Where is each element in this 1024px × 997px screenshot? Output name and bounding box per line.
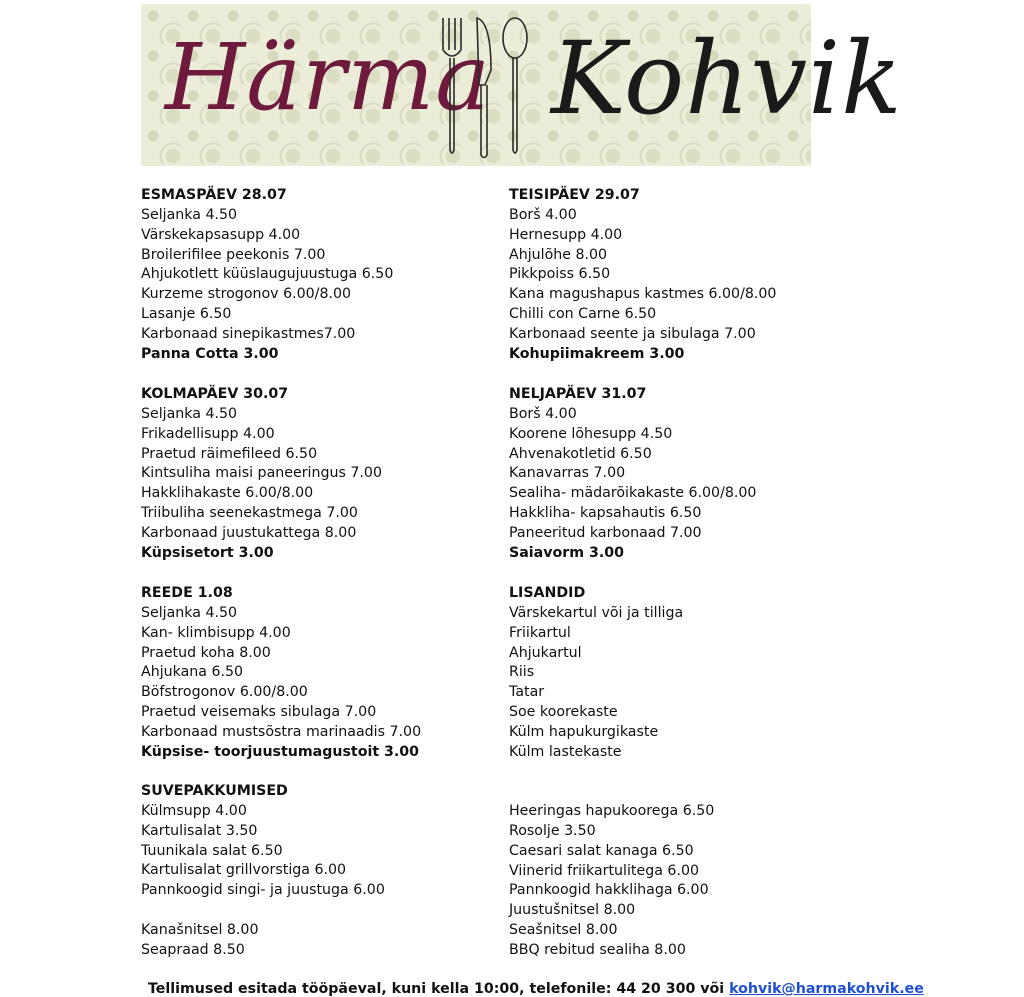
day-heading: NELJAPÄEV 31.07 [509, 386, 647, 402]
menu-item: Kan- klimbisupp 4.00 [141, 624, 291, 641]
summer-item: Tuunikala salat 6.50 [141, 842, 283, 859]
menu-item: Värskekapsasupp 4.00 [141, 226, 301, 243]
menu-item: Karbonaad mustsõstra marinaadis 7.00 [141, 723, 422, 740]
menu-item: Borš 4.00 [509, 206, 577, 223]
cutlery-icon [435, 10, 535, 160]
spacer [141, 901, 385, 921]
menu-item: Pikkpoiss 6.50 [509, 266, 611, 283]
summer-offers-left [141, 782, 385, 961]
side-item: Värskekartul või ja tilliga [509, 604, 684, 621]
summer-item: Seašnitsel 8.00 [509, 922, 618, 939]
day-heading: REEDE 1.08 [141, 585, 233, 601]
footer-text: Tellimused esitada tööpäeval, kuni kella 10:00, telefonile: 44 20 300 või [148, 981, 725, 997]
dessert-item: Küpsisetort 3.00 [141, 544, 274, 561]
menu-item: Hakkliha- kapsahautis 6.50 [509, 505, 702, 522]
menu-item: Karbonaad sinepikastmes7.00 [141, 325, 356, 342]
side-item: Soe koorekaste [509, 704, 618, 721]
menu-day-monday [141, 186, 393, 365]
summer-item: Heeringas hapukoorega 6.50 [509, 803, 715, 819]
dessert-item: Saiavorm 3.00 [509, 544, 624, 561]
menu-item: Broilerifilee peekonis 7.00 [141, 246, 326, 263]
menu-item: Praetud veisemaks sibulaga 7.00 [141, 704, 377, 721]
summer-heading: SUVEPAKKUMISED [141, 783, 288, 799]
sides-heading: LISANDID [509, 585, 586, 601]
dessert-item: Küpsise- toorjuustumagustoit 3.00 [141, 743, 420, 760]
menu-item: Frikadellisupp 4.00 [141, 425, 275, 442]
menu-day-friday [141, 584, 421, 763]
summer-item: Caesari salat kanaga 6.50 [509, 842, 694, 859]
day-heading: KOLMAPÄEV 30.07 [141, 386, 289, 402]
menu-item: Karbonaad juustukattega 8.00 [141, 524, 357, 541]
summer-item: Rosolje 3.50 [509, 822, 596, 839]
side-item: Ahjukartul [509, 644, 582, 661]
menu-item: Lasanje 6.50 [141, 306, 232, 323]
side-item: Külm hapukurgikaste [509, 723, 659, 740]
menu-item: Ahjukana 6.50 [141, 664, 244, 681]
menu-item: Praetud räimefileed 6.50 [141, 445, 318, 462]
side-item: Tatar [509, 684, 545, 701]
menu-item: Sealiha- mädarõikakaste 6.00/8.00 [509, 485, 757, 502]
menu-item: Kana magushapus kastmes 6.00/8.00 [509, 286, 777, 303]
menu-item: Koorene lõhesupp 4.50 [509, 425, 673, 442]
menu-item: Seljanka 4.50 [141, 604, 238, 621]
menu-item: Borš 4.00 [509, 405, 577, 422]
menu-item: Kanavarras 7.00 [509, 465, 626, 482]
side-item: Külm lastekaste [509, 743, 622, 760]
summer-offers-right [509, 802, 714, 961]
summer-item: Kartulisalat grillvorstiga 6.00 [141, 862, 347, 879]
summer-item: Pannkoogid singi- ja juustuga 6.00 [141, 882, 385, 899]
menu-item: Karbonaad seente ja sibulaga 7.00 [509, 325, 756, 342]
menu-item: Kurzeme strogonov 6.00/8.00 [141, 286, 352, 303]
menu-item: Hakklihakaste 6.00/8.00 [141, 485, 314, 502]
header-banner [141, 4, 903, 166]
summer-item: Kartulisalat 3.50 [141, 822, 258, 839]
email-link[interactable]: kohvik@harmakohvik.ee [729, 981, 924, 997]
menu-item: Paneeritud karbonaad 7.00 [509, 524, 702, 541]
summer-item: BBQ rebitud sealiha 8.00 [509, 941, 686, 958]
summer-item: Seapraad 8.50 [141, 941, 245, 958]
dessert-item: Kohupiimakreem 3.00 [509, 345, 685, 362]
summer-item: Külmsupp 4.00 [141, 802, 247, 819]
brand-name-right: Kohvik [551, 20, 903, 137]
menu-item: Ahjulõhe 8.00 [509, 246, 608, 263]
brand-name-left: Härma [165, 24, 492, 131]
dessert-item: Panna Cotta 3.00 [141, 345, 279, 362]
menu-item: Chilli con Carne 6.50 [509, 306, 657, 323]
menu-item: Kintsuliha maisi paneeringus 7.00 [141, 465, 382, 482]
menu-item: Seljanka 4.50 [141, 206, 238, 223]
menu-item: Praetud koha 8.00 [141, 644, 271, 661]
summer-item: Viinerid friikartulitega 6.00 [509, 862, 700, 879]
day-heading: TEISIPÄEV 29.07 [509, 187, 640, 203]
menu-day-thursday [509, 385, 756, 564]
menu-item: Ahvenakotletid 6.50 [509, 445, 652, 462]
summer-item: Juustušnitsel 8.00 [509, 902, 636, 919]
day-heading: ESMASPÄEV 28.07 [141, 187, 287, 203]
side-item: Friikartul [509, 624, 571, 641]
menu-day-tuesday [509, 186, 776, 365]
summer-item: Kanašnitsel 8.00 [141, 921, 259, 938]
menu-item: Ahjukotlett küüslaugujuustuga 6.50 [141, 266, 394, 283]
menu-item: Böfstrogonov 6.00/8.00 [141, 684, 308, 701]
side-item: Riis [509, 664, 535, 681]
menu-day-wednesday [141, 385, 382, 564]
sides-section [509, 584, 683, 763]
menu-item: Hernesupp 4.00 [509, 226, 623, 243]
menu-item: Seljanka 4.50 [141, 405, 238, 422]
order-footer [148, 981, 924, 997]
summer-item: Pannkoogid hakklihaga 6.00 [509, 882, 709, 899]
menu-item: Triibuliha seenekastmega 7.00 [141, 505, 358, 522]
